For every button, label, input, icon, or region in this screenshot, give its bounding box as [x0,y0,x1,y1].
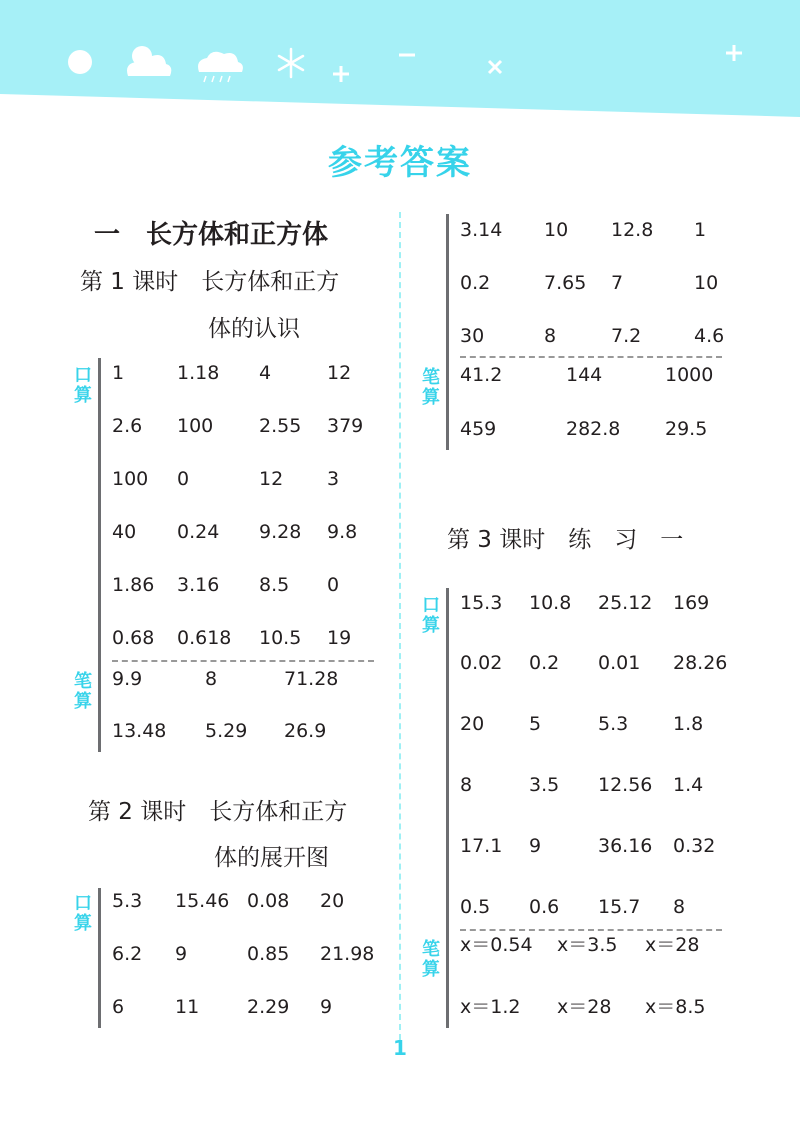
answer-cell: 0.24 [177,521,220,543]
answer-cell: 5.3 [112,890,143,912]
answer-cell: 0 [177,468,190,490]
answer-cell: 1 [694,219,707,241]
answer-cell: 282.8 [566,418,621,440]
lesson2-title: 第 2 课时 长方体和正方 [88,799,348,825]
lesson2-title: 体的展开图 [214,845,329,871]
answer-cell: 3.5 [529,774,560,796]
answer-cell: 26.9 [284,720,327,742]
answer-cell: 12 [327,362,352,384]
answer-cell: 0.6 [529,896,560,918]
column-divider [399,212,401,1040]
answer-cell: 8 [205,668,218,690]
answer-cell: 0.85 [247,943,290,965]
answer-cell: 20 [320,890,345,912]
answer-cell: 12.8 [611,219,654,241]
lesson3-title: 第 3 课时 练 习 一 [447,527,684,553]
answer-cell: 12 [259,468,284,490]
answer-cell: 1 [112,362,125,384]
oral-tag: 口算 [74,893,92,934]
answer-cell: 8.5 [259,574,290,596]
oral-tag: 口算 [74,365,92,406]
answer-cell: 12.56 [598,774,653,796]
answer-cell: 6 [112,996,125,1018]
unit-title: 一 长方体和正方体 [94,220,329,250]
answer-cell: 0.02 [460,652,503,674]
lesson2-bracket [446,214,449,450]
page-number: 1 [393,1036,407,1060]
lesson3-bracket [446,588,449,1028]
answer-cell: 10 [544,219,569,241]
answer-cell: 15.7 [598,896,641,918]
answer-cell: 10.5 [259,627,302,649]
answer-cell: 29.5 [665,418,708,440]
answer-cell: x＝1.2 [460,996,521,1018]
answer-cell: 9 [529,835,542,857]
answer-cell: 100 [177,415,214,437]
answer-cell: 0 [327,574,340,596]
answer-cell: 4 [259,362,272,384]
answer-cell: 2.29 [247,996,290,1018]
answer-cell: 459 [460,418,497,440]
answer-cell: 19 [327,627,352,649]
answer-cell: 17.1 [460,835,503,857]
answer-cell: 0.2 [460,272,491,294]
answer-cell: 0.618 [177,627,232,649]
answer-cell: 0.5 [460,896,491,918]
answer-cell: 10 [694,272,719,294]
answer-cell: 1.4 [673,774,704,796]
answer-cell: x＝28 [645,934,700,956]
answer-cell: 13.48 [112,720,167,742]
answer-cell: 0.32 [673,835,716,857]
answer-cell: 71.28 [284,668,339,690]
section-divider [460,356,722,358]
answer-cell: 8 [460,774,473,796]
written-tag: 笔算 [422,939,440,980]
answer-cell: 4.6 [694,325,725,347]
answer-cell: 7.2 [611,325,642,347]
written-tag: 笔算 [422,367,440,408]
answer-cell: 2.55 [259,415,302,437]
answer-cell: 5.29 [205,720,248,742]
answer-cell: x＝28 [557,996,612,1018]
answer-cell: 1.18 [177,362,220,384]
answer-cell: 5 [529,713,542,735]
answer-cell: 11 [175,996,200,1018]
written-tag: 笔算 [74,671,92,712]
answer-cell: 8 [673,896,686,918]
answer-cell: 2.6 [112,415,143,437]
answer-cell: 0.08 [247,890,290,912]
answer-cell: 379 [327,415,364,437]
answer-cell: 5.3 [598,713,629,735]
oral-tag: 口算 [422,595,440,636]
answer-cell: 9 [175,943,188,965]
answer-cell: 0.68 [112,627,155,649]
answer-cell: x＝3.5 [557,934,618,956]
answer-cell: 40 [112,521,137,543]
section-divider [460,929,722,931]
banner-band [0,0,800,117]
answer-cell: 6.2 [112,943,143,965]
section-divider [112,660,374,662]
answer-cell: 3.14 [460,219,503,241]
answer-cell: 20 [460,713,485,735]
answer-cell: 9 [320,996,333,1018]
lesson1-bracket [98,358,101,752]
answer-cell: 100 [112,468,149,490]
answer-cell: 3.16 [177,574,220,596]
page-title: 参考答案 [328,143,472,183]
answer-cell: 9.28 [259,521,302,543]
answer-cell: 3 [327,468,340,490]
answer-cell: 8 [544,325,557,347]
answer-cell: 7 [611,272,624,294]
answer-cell: 36.16 [598,835,653,857]
answer-cell: 15.46 [175,890,230,912]
answer-cell: 144 [566,364,603,386]
answer-cell: 9.9 [112,668,143,690]
lesson1-title: 第 1 课时 长方体和正方 [80,269,340,295]
answer-cell: 25.12 [598,592,653,614]
banner [0,0,800,125]
answer-cell: 0.01 [598,652,641,674]
answer-cell: 1.86 [112,574,155,596]
answer-cell: x＝0.54 [460,934,533,956]
answer-cell: 0.2 [529,652,560,674]
answer-cell: 15.3 [460,592,503,614]
answer-cell: 41.2 [460,364,503,386]
answer-cell: 9.8 [327,521,358,543]
answer-cell: 10.8 [529,592,572,614]
answer-cell: 169 [673,592,710,614]
answer-cell: x＝8.5 [645,996,706,1018]
answer-cell: 1000 [665,364,714,386]
answer-cell: 28.26 [673,652,728,674]
lesson2-bracket [98,888,101,1028]
answer-cell: 30 [460,325,485,347]
lesson1-title: 体的认识 [208,316,300,342]
answer-cell: 1.8 [673,713,704,735]
sun-icon [68,50,92,74]
answer-cell: 21.98 [320,943,375,965]
answer-cell: 7.65 [544,272,587,294]
